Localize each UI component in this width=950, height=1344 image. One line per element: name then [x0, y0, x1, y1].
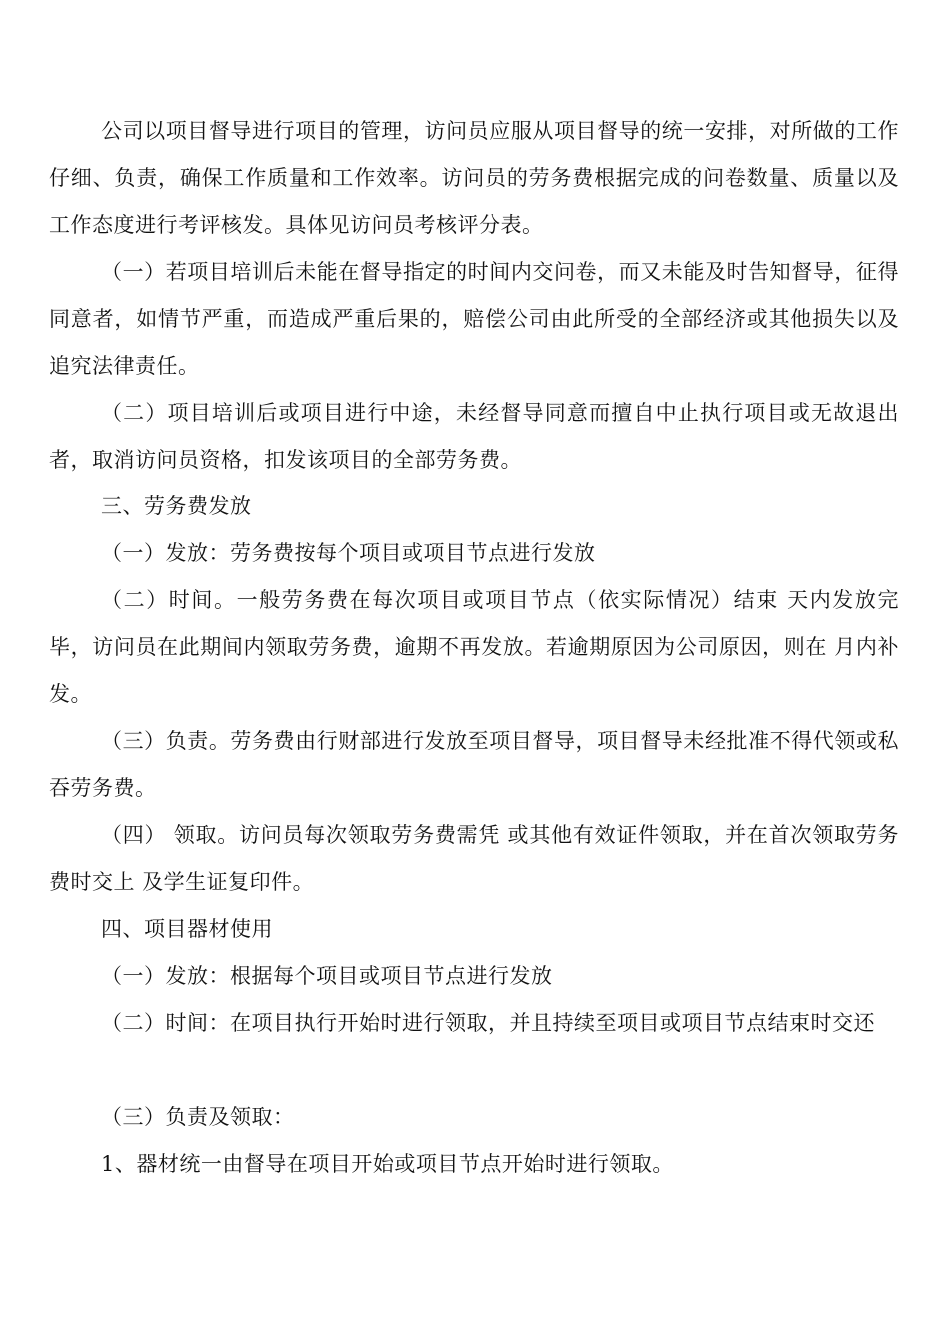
paragraph-equipment-distribution: （一）发放：根据每个项目或项目节点进行发放 — [101, 964, 553, 988]
paragraph-rule-1: （一）若项目培训后未能在督导指定的时间内交问卷，而又未能及时告知督导，征得同意者，如情节严重，而造成严重后果的，赔偿公司由此所受的全部经济或其他损失以及追究法律责任。 — [49, 260, 899, 378]
paragraph-fee-distribution: （一）发放：劳务费按每个项目或项目节点进行发放 — [101, 541, 596, 565]
paragraph-fee-time: （二）时间。一般劳务费在每次项目或项目节点（依实际情况）结束 天内发放完毕，访问员在此期间内领取劳务费，逾期不再发放。若逾期原因为公司原因，则在 月内补发。 — [49, 588, 899, 706]
paragraph-equipment-time: （二）时间：在项目执行开始时进行领取，并且持续至项目或项目节点结束时交还 — [101, 1011, 875, 1035]
section-heading-equipment: 四、项目器材使用 — [101, 917, 273, 941]
paragraph-fee-collection: （四） 领取。访问员每次领取劳务费需凭 或其他有效证件领取，并在首次领取劳务费时交上 及学生证复印件。 — [49, 823, 899, 894]
paragraph-equipment-responsibility: （三）负责及领取： — [101, 1105, 295, 1129]
paragraph-rule-2: （二）项目培训后或项目进行中途，未经督导同意而擅自中止执行项目或无故退出者，取消访问员资格，扣发该项目的全部劳务费。 — [49, 401, 899, 472]
paragraph-equipment-item-1: 1、器材统一由督导在项目开始或项目节点开始时进行领取。 — [101, 1152, 674, 1176]
paragraph-fee-responsibility: （三）负责。劳务费由行财部进行发放至项目督导，项目督导未经批准不得代领或私吞劳务费。 — [49, 729, 899, 800]
paragraph-management-intro: 公司以项目督导进行项目的管理，访问员应服从项目督导的统一安排，对所做的工作仔细、负责，确保工作质量和工作效率。访问员的劳务费根据完成的问卷数量、质量以及工作态度进行考评核发。具体见访问员考核评分表。 — [49, 119, 899, 237]
section-heading-labor-fee: 三、劳务费发放 — [101, 494, 252, 518]
